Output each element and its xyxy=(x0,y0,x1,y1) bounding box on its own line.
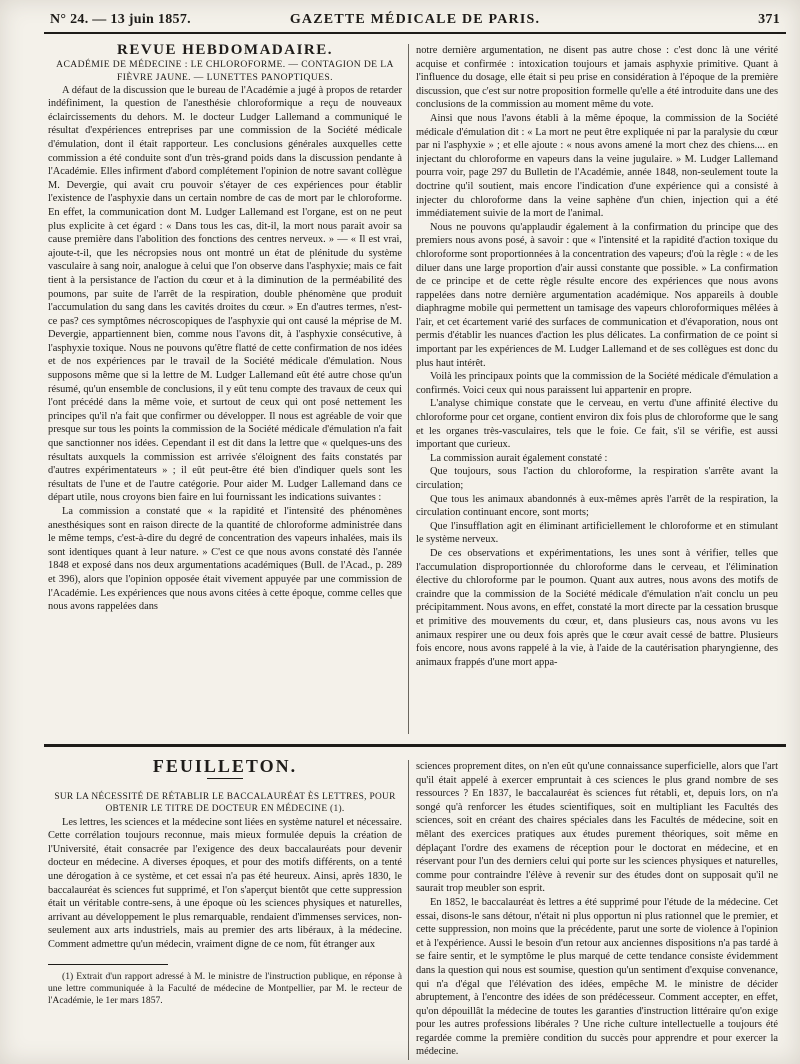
revue-paragraph: De ces observations et expérimentations, les unes sont à vérifier, telles que l'accumulation disproportionnée du chloroforme dans le cerveau, et l'élimination élective du chloroforme par le poumon. Quant aux autres, nous avons des motifs de craindre que la commission de la Société médicale d'émulation n'ait conclu un peu précipitamment. Nous avons, en effet, constaté la mort directe par la cessation brusque et primitive des mouvements du cœur, et, dans plusieurs cas, nous avons vu les animaux respirer une ou deux fois après que le cœur avait cessé de battre. Plusieurs fois encore, nous avons rappelé à la vie, à l'aide de la cautérisation pharyngienne, des animaux frappés d'une mort appa- xyxy=(416,547,778,668)
footnote: (1) Extrait d'un rapport adressé à M. le ministre de l'instruction publique, en réponse à une lettre communiquée à la Faculté de médecine de Montpellier, par M. le recteur de l'Académie, le 1er mars 1857. xyxy=(48,970,402,1006)
revue-paragraph: Que tous les animaux abandonnés à eux-mêmes après l'arrêt de la respiration, la circulation continuant encore, sont morts; xyxy=(416,493,778,519)
feuilleton-subtitle: SUR LA NÉCESSITÉ DE RÉTABLIR LE BACCALAURÉAT ÈS LETTRES, POUR OBTENIR LE TITRE DE DOCTEUR EN MÉDECINE (1). xyxy=(54,791,396,815)
title-rule xyxy=(207,778,243,779)
column-divider xyxy=(408,44,409,734)
footnote-rule xyxy=(48,964,168,965)
revue-paragraph: La commission a constaté que « la rapidité et l'intensité des phénomènes anesthésiques sont en raison directe de la quantité de chloroforme administrée dans le même temps, c'est-à-dire du degré de concentration des vapeurs inhalées, mais ils sont identiques quant à leur nature. » C'est ce que nous avons constaté dès l'année 1848 et exposé dans nos deux argumentations académiques (Bull. de l'Acad., p. 289 et 396), alors que l'opinion opposée était vivement appuyée par une commission de l'Académie. Les expériences que nous avons citées à cette époque, comme celles que nous avons rappelées dans xyxy=(48,506,402,613)
feuilleton-right-column xyxy=(416,760,778,1060)
feuilleton-paragraph: Les lettres, les sciences et la médecine sont liées en système naturel et nécessaire. Cette corrélation toujours reconnue, mais mieux formulée depuis la création de l'Université, était consacrée par l'exigence des deux baccalauréats pour devenir docteur en médecine. A diverses époques, et pour des motifs différents, on a tenté une dérogation à ce système, et cet essai n'a pas été heureux. Ainsi, après 1830, le baccalauréat ès sciences fut supprimé, et l'on s'aperçut bientôt que cette suppression était un véritable contre-sens, à une époque où les sciences physiques et naturelles, arrivant au développement le plus remarquable, rendaient d'immenses services, non-seulement aux arts industriels, mais au premier des arts libéraux, à la médecine. Comment admettre qu'un médecin, vraiment digne de ce nom, fût étranger aux xyxy=(48,816,402,950)
feuilleton-paragraph: sciences proprement dites, on n'en eût qu'une connaissance superficielle, alors que l'art qu'il était appelé à exercer empruntait à ces sciences le plus grand nombre de ses ressources ? En 1837, le baccalauréat ès sciences fut rétabli, et, depuis lors, on n'a songé qu'à renforcer les études scientifiques, soit en multipliant les Facultés des sciences, soit en créant des chaires spéciales dans les Facultés de médecine, soit en mêlant des exercices pratiques aux études purement théoriques, soit même en déplaçant l'ordre des examens de réception pour le doctorat en médecine, et en réservant pour l'un des derniers celui qui porte sur les sciences physiques et naturelles, comme pour contraindre l'élève à revenir sur des études dont on supposait qu'il ne saurait trop meubler son esprit. xyxy=(416,761,778,895)
revue-paragraph: Que toujours, sous l'action du chloroforme, la respiration s'arrête avant la circulation; xyxy=(416,466,778,491)
revue-paragraph: La commission aurait également constaté : xyxy=(430,452,608,464)
feuilleton-left-column xyxy=(48,760,402,1060)
revue-paragraph: Nous ne pouvons qu'applaudir également à la confirmation du principe que des premiers nous avons posé, à savoir : que « l'intensité et la rapidité d'action toxique du chloroforme sont proportionnées à la concentration des vapeurs; d'où la règle : « de les diluer dans une large proportion d'air aussi constante que possible. » La confirmation de ce principe et de cette règle résulte encore des expériences que nous avons rappelées dans notre dernière argumentation académique. Nos appareils à double diaphragme mobile qui permettent un tamisage des vapeurs chloroformiques mêlées à l'air, et cet écartement varié des surfaces de communication et d'évaporation, nous ont permis d'établir les nuances d'action les plus délicates. La confirmation de ce point si important par les expériences de M. Ludger Lallemand et de ses collègues est donc du plus haut intérêt. xyxy=(416,221,778,369)
issue-date: N° 24. — 13 juin 1857. xyxy=(50,12,191,27)
feuilleton-title: FEUILLETON. xyxy=(152,760,298,776)
page-number: 371 xyxy=(758,12,780,27)
revue-title: REVUE HEBDOMADAIRE. xyxy=(116,44,333,58)
revue-paragraph: notre dernière argumentation, ne disent pas autre chose : c'est donc là une vérité acquise et confirmée : intoxication toujours et jamais asphyxie primitive. Quant à l'influence du dosage, elle était si peu prise en considération à l'époque de la première discussion, que c'est sur notre proposition formelle qu'elle a été introduite dans une des conclusions de la commission au moment même du vote. xyxy=(416,45,778,111)
running-head xyxy=(44,8,786,34)
revue-right-column xyxy=(416,44,778,734)
revue-left-column xyxy=(48,44,402,734)
revue-paragraph: L'analyse chimique constate que le cerveau, en vertu d'une affinité élective du chloroforme pour cet organe, contient environ dix fois plus de chloroforme que le sang et les organes très-vasculaires, tels que le foie. Ce fait, s'il se vérifie, est aussi important que curieux. xyxy=(416,398,778,451)
revue-paragraph: Ainsi que nous l'avons établi à la même époque, la commission de la Société médicale d'émulation dit : « La mort ne peut être expliquée ni par la paralysie du cœur par ni l'asphyxie » ; et elle ajoute : « nous avons amené la mort chez des chiens.... en injectant du chloroforme en vapeurs dans la veine jugulaire. » M. Ludger Lallemand pourra voir, page 297 du Bulletin de l'Académie, année 1848, non-seulement toute la doctrine qu'il soutient, mais encore l'indication d'une expérience qui a consisté à injecter du chloroforme dans la veine saphène d'un chien, injection qui a été immédiatement suivie de la mort de l'animal. xyxy=(416,112,778,220)
revue-paragraph: A défaut de la discussion que le bureau de l'Académie a jugé à propos de retarder indéfiniment, la question de l'anesthésie chloroformique a reçu de nouveaux éclaircissements du dehors. M. le docteur Ludger Lallemand a communiqué le résultat d'expériences entreprises par une commission de la Société médicale d'émulation, dont il était rapporteur. Les conclusions générales auxquelles cette commission a été conduite sont d'un très-grand poids dans la discussion pendante à l'Académie. Elles infirment d'abord complétement l'opinion de notre savant collègue M. Devergie, qui avait cru pouvoir s'étayer de ces expériences pour établir l'existence de l'asphyxie dans un certain nombre de cas de mort par le chloroforme. En effet, la communication dont M. Ludger Lallemand est l'organe, est on ne peut plus explicite à cet égard : « Dans tous les cas, dit-il, la mort nous parait avoir sa cause première dans l'abolition des fonctions des centres nerveux. » — « Il est vrai, ajoute-t-il, que les nécropsies nous ont montré un état de plénitude du système vasculaire à sang noir, analogue à celui que l'on observe dans l'asphyxie; mais ce fait tient à la persistance de l'action du cœur et à la diminution de la perméabilité des poumons, par suite de l'arrêt de la respiration, double phénomène que produit l'accumulation du sang dans les cavités droites du cœur. » En d'autres termes, n'est-ce pas? ces symptômes nécroscopiques de l'asphyxie qui ont causé la méprise de M. Devergie, appartiennent bien, comme nous l'avons dit, à l'asphyxie consécutive, à l'asphyxie toxique. Nous ne pouvons qu'être flatté de cette confirmation de nos idées et de nos expériences par le travail de la Société médicale d'émulation. Nous supposons même que si la lettre de M. Ludger Lallemand eût été autre chose qu'un résumé, qu'un ensemble de conclusions, il y eût tenu compte des travaux de ceux qui l'ont précédé dans la même voie, et surtout de ceux qui ont posé nettement les principes qu'il n'a fait que confirmer ou développer. Il nous est agréable de voir que presque sur tous les points la commission de la Société médicale d'émulation n'a fait que sanctionner nos idées. Cependant il est dit dans la lettre que « quelques-uns des résultats auxquels la commission est arrivée s'éloignent des faits constatés par d'autres expérimentateurs » ; il eût peut-être été bien d'indiquer quels sont les résultats de l'une et de l'autre catégorie. Pour aider M. Ludger Lallemand dans ce départ utile, nous croyons bien faire en lui fournissant les indications suivantes : xyxy=(48,84,402,504)
revue-summary: ACADÉMIE DE MÉDECINE : LE CHLOROFORME. — CONTAGION DE LA FIÈVRE JAUNE. — LUNETTES PANOPTIQUES. xyxy=(56,58,394,83)
revue-paragraph: Que l'insufflation agit en éliminant artificiellement le chloroforme et en stimulant le système nerveux. xyxy=(416,520,778,546)
feuilleton-separator xyxy=(44,744,786,747)
journal-title: GAZETTE MÉDICALE DE PARIS. xyxy=(289,12,541,27)
revue-paragraph: Voilà les principaux points que la commission de la Société médicale d'émulation a confirmés. Voici ceux qui nous paraissent lui appartenir en propre. xyxy=(416,371,778,396)
feuilleton-paragraph: En 1852, le baccalauréat ès lettres a été supprimé pour l'étude de la médecine. Cet essai, disons-le sans détour, n'était ni plus opportun ni plus rationnel que le premier, et cette suppression, non moins que la précédente, parut une sorte de violence à l'opinion et à l'expérience. Aussi le besoin d'un retour aux anciennes dispositions n'a pas tardé à se faire sentir, et le symptôme le plus marqué de cette tendance consiste évidemment dans la question qui nous est soumise, question qu'un sentiment d'exquise convenance, qui n'a d'égal que l'élévation des idées, empêche M. le ministre de décider abruptement, à l'encontre des idées de son prédécesseur. Comment accepter, en effet, qu'on dépouillât la médecine de toutes les garanties d'instruction littéraire qu'on exige pour les autres professions libérales ? Une riche culture intellectuelle a toujours été regardée comme la première condition du succès pour apprendre et pour exercer la médecine. xyxy=(416,896,778,1058)
journal-page xyxy=(44,0,786,1064)
feuilleton-column-divider xyxy=(408,760,409,1060)
